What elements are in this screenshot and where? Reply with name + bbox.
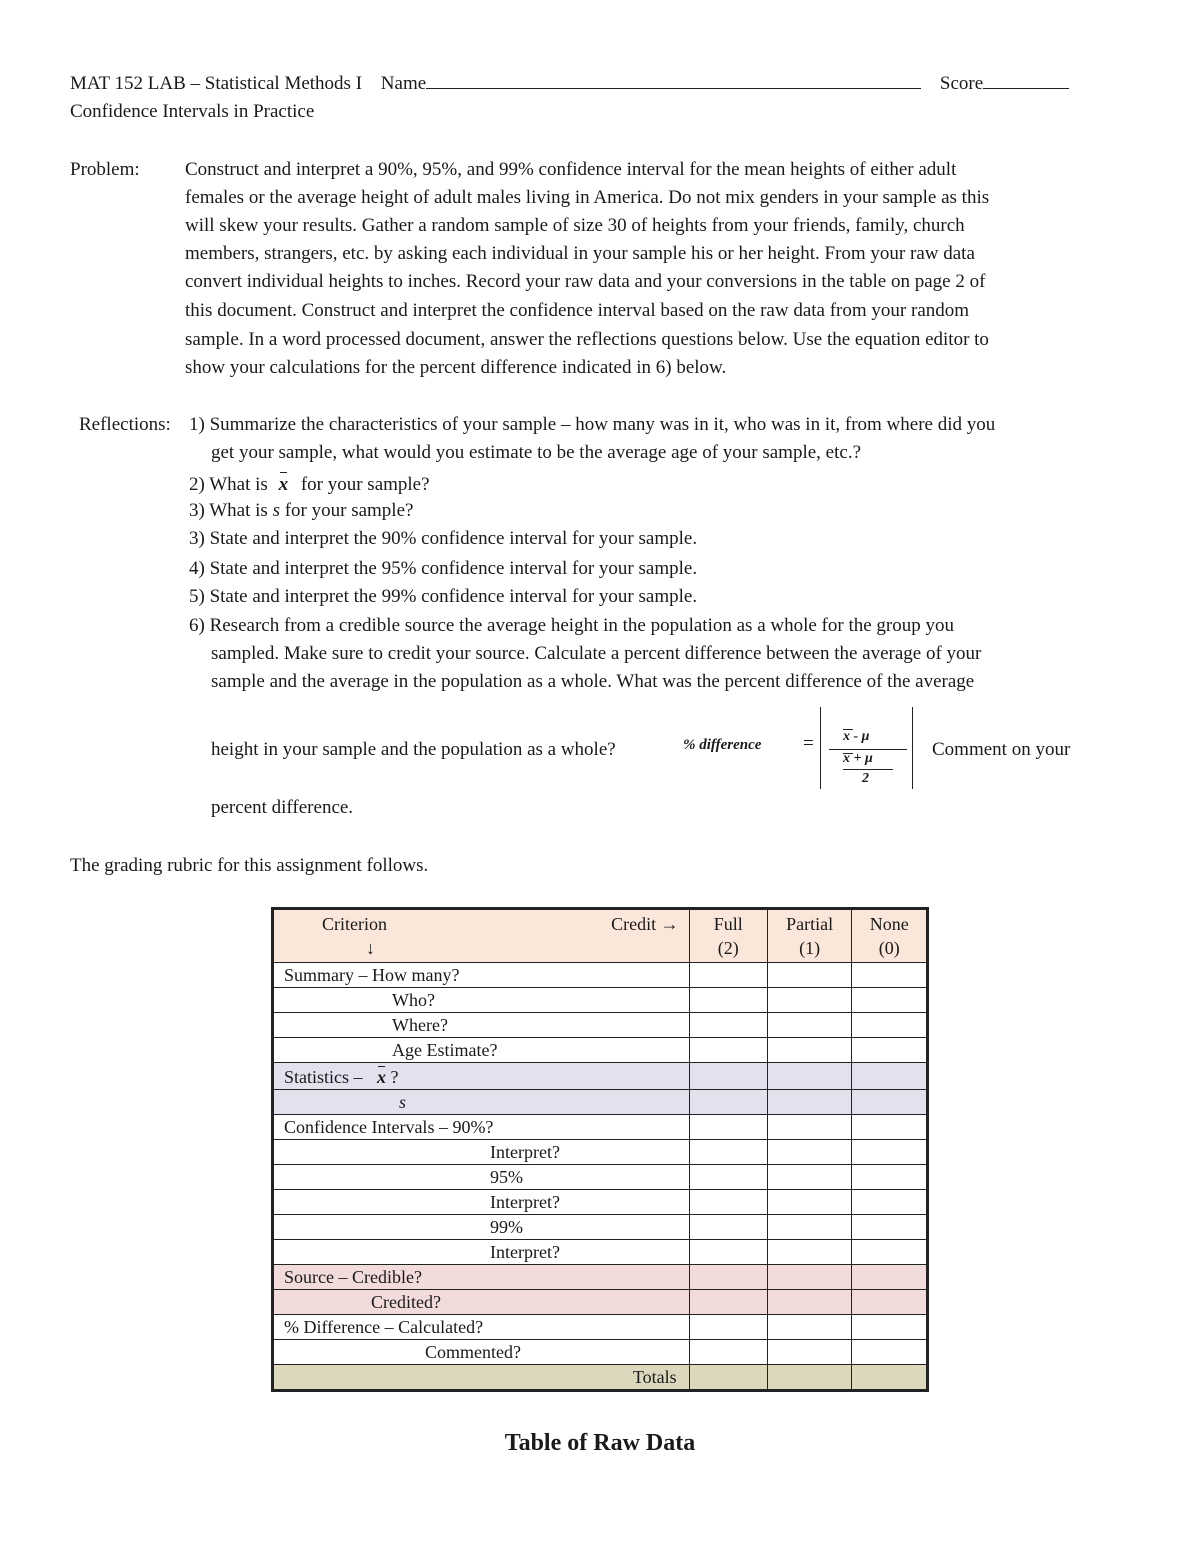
row-criterion: Age Estimate? <box>273 1038 690 1063</box>
score-field[interactable] <box>983 70 1069 89</box>
full-cell[interactable] <box>689 988 767 1013</box>
formula-equals: = <box>803 733 814 754</box>
problem-line-8: show your calculations for the percent difference indicated in 6) below. <box>185 357 727 378</box>
row-criterion: Summary – How many? <box>273 963 690 988</box>
totals-row <box>273 1365 928 1391</box>
table-row <box>273 1315 928 1340</box>
full-cell[interactable] <box>689 963 767 988</box>
fraction-line <box>829 749 907 750</box>
inner-fraction-line <box>843 769 893 770</box>
question-1b: get your sample, what would you estimate to be the average age of your sample, etc.? <box>211 442 861 463</box>
none-cell[interactable] <box>852 1290 928 1315</box>
question-1a: 1) Summarize the characteristics of your sample – how many was in it, who was in it, from where did you <box>189 414 996 435</box>
full-cell[interactable] <box>689 1340 767 1365</box>
partial-cell[interactable] <box>767 1038 852 1063</box>
problem-line-4: members, strangers, etc. by asking each individual in your sample his or her height. From your raw data <box>185 243 975 264</box>
none-cell[interactable] <box>852 1190 928 1215</box>
down-arrow-icon: ↓ <box>366 938 375 958</box>
partial-cell[interactable] <box>767 1140 852 1165</box>
none-cell[interactable] <box>852 1240 928 1265</box>
name-field[interactable] <box>426 70 921 89</box>
full-cell[interactable] <box>689 1038 767 1063</box>
none-cell[interactable] <box>852 1165 928 1190</box>
problem-line-7: sample. In a word processed document, answer the reflections questions below. Use the equation editor to <box>185 329 989 350</box>
table-row <box>273 1038 928 1063</box>
problem-line-3: will skew your results. Gather a random sample of size 30 of heights from your friends, family, church <box>185 215 965 236</box>
abs-bar-right <box>912 707 913 789</box>
course-title-line <box>70 70 1069 98</box>
problem-line-5: convert individual heights to inches. Record your raw data and your conversions in the table on page 2 of <box>185 271 986 292</box>
partial-cell[interactable] <box>767 1063 852 1090</box>
question-3-pre: 3) What is <box>189 500 268 521</box>
x-bar-symbol: x <box>279 469 289 499</box>
formula-den-bottom: 2 <box>862 771 869 786</box>
full-points: (2) <box>717 938 739 958</box>
totals-label: Totals <box>273 1365 690 1391</box>
denominator-x-bar <box>843 753 853 754</box>
full-cell[interactable] <box>689 1265 767 1290</box>
partial-cell[interactable] <box>767 1215 852 1240</box>
none-cell[interactable] <box>852 988 928 1013</box>
row-criterion: Confidence Intervals – 90%? <box>273 1115 690 1140</box>
table-row <box>273 988 928 1013</box>
formula-numerator: x - μ <box>843 729 870 744</box>
full-cell[interactable] <box>689 1165 767 1190</box>
full-cell[interactable] <box>689 1090 767 1115</box>
reflections-label: Reflections: <box>79 414 171 435</box>
table-row <box>273 1140 928 1165</box>
table-row <box>273 1190 928 1215</box>
partial-cell[interactable] <box>767 1115 852 1140</box>
row-criterion: Interpret? <box>273 1190 690 1215</box>
full-cell[interactable] <box>689 1140 767 1165</box>
partial-cell[interactable] <box>767 1090 852 1115</box>
none-label: None <box>869 914 909 934</box>
course-title: MAT 152 LAB – Statistical Methods I <box>70 73 363 94</box>
table-row <box>273 1063 928 1090</box>
full-cell[interactable] <box>689 1215 767 1240</box>
problem-line-6: this document. Construct and interpret the confidence interval based on the raw data from your random <box>185 300 970 321</box>
stat-question-mark: ? <box>390 1067 399 1087</box>
score-label: Score <box>939 73 984 94</box>
question-6d: height in your sample and the population as a whole? <box>211 739 616 760</box>
none-cell[interactable] <box>852 1038 928 1063</box>
full-cell[interactable] <box>689 1115 767 1140</box>
question-5: 5) State and interpret the 99% confidence interval for your sample. <box>189 586 698 607</box>
partial-total-cell[interactable] <box>767 1365 852 1391</box>
table-row <box>273 1240 928 1265</box>
none-header <box>852 909 928 963</box>
full-cell[interactable] <box>689 1315 767 1340</box>
partial-cell[interactable] <box>767 1290 852 1315</box>
partial-cell[interactable] <box>767 963 852 988</box>
partial-cell[interactable] <box>767 1315 852 1340</box>
table-row <box>273 1115 928 1140</box>
row-criterion: Source – Credible? <box>273 1265 690 1290</box>
question-6b: sampled. Make sure to credit your source. Calculate a percent difference between the average of your <box>211 643 982 664</box>
partial-cell[interactable] <box>767 1265 852 1290</box>
full-label: Full <box>713 914 743 934</box>
row-criterion: s <box>273 1090 690 1115</box>
raw-data-title: Table of Raw Data <box>504 1430 696 1456</box>
row-criterion: Where? <box>273 1013 690 1038</box>
s-symbol: s <box>272 500 280 521</box>
table-row <box>273 1340 928 1365</box>
question-3b: 3) State and interpret the 90% confidence interval for your sample. <box>189 528 698 549</box>
question-6e: Comment on your <box>932 739 1071 760</box>
row-criterion: Who? <box>273 988 690 1013</box>
question-6a: 6) Research from a credible source the average height in the population as a whole for the group you <box>189 615 955 636</box>
grading-rubric-table <box>271 907 929 1392</box>
partial-cell[interactable] <box>767 988 852 1013</box>
full-cell[interactable] <box>689 1240 767 1265</box>
full-cell[interactable] <box>689 1013 767 1038</box>
problem-line-1: Construct and interpret a 90%, 95%, and 99% confidence interval for the mean heights of either adult <box>185 159 957 180</box>
x-bar-symbol: x <box>377 1063 386 1089</box>
none-cell[interactable] <box>852 1215 928 1240</box>
partial-cell[interactable] <box>767 1165 852 1190</box>
question-4: 4) State and interpret the 95% confidence interval for your sample. <box>189 558 698 579</box>
partial-cell[interactable] <box>767 1340 852 1365</box>
table-row <box>273 963 928 988</box>
numerator-x-bar <box>843 729 853 730</box>
question-6f: percent difference. <box>211 797 354 818</box>
question-2 <box>189 469 430 499</box>
none-cell[interactable] <box>852 1315 928 1340</box>
credit-label: Credit → <box>611 914 679 934</box>
row-criterion-statistics <box>273 1063 690 1090</box>
question-6c: sample and the average in the population as a whole. What was the percent difference of the average <box>211 671 975 692</box>
abs-bar-left <box>820 707 821 789</box>
table-row <box>273 1290 928 1315</box>
row-criterion: Interpret? <box>273 1240 690 1265</box>
full-cell[interactable] <box>689 1290 767 1315</box>
criterion-header <box>273 909 690 963</box>
criterion-label: Criterion <box>322 914 387 934</box>
partial-label: Partial <box>786 914 834 934</box>
partial-cell[interactable] <box>767 1013 852 1038</box>
formula-den-top: x + μ <box>843 751 873 766</box>
rubric-header-row <box>273 909 928 963</box>
table-row <box>273 1265 928 1290</box>
full-cell[interactable] <box>689 1190 767 1215</box>
full-total-cell[interactable] <box>689 1365 767 1391</box>
subtitle: Confidence Intervals in Practice <box>70 101 315 122</box>
partial-cell[interactable] <box>767 1240 852 1265</box>
none-cell[interactable] <box>852 1115 928 1140</box>
row-criterion: Interpret? <box>273 1140 690 1165</box>
none-cell[interactable] <box>852 963 928 988</box>
partial-header <box>767 909 852 963</box>
rubric-intro: The grading rubric for this assignment follows. <box>70 855 429 876</box>
none-cell[interactable] <box>852 1063 928 1090</box>
table-row <box>273 1013 928 1038</box>
partial-cell[interactable] <box>767 1190 852 1215</box>
full-header <box>689 909 767 963</box>
table-row <box>273 1165 928 1190</box>
percent-difference-formula <box>683 705 915 791</box>
row-criterion: % Difference – Calculated? <box>273 1315 690 1340</box>
none-cell[interactable] <box>852 1340 928 1365</box>
row-criterion: Commented? <box>273 1340 690 1365</box>
row-criterion: 95% <box>273 1165 690 1190</box>
formula-label: % difference <box>683 737 762 753</box>
none-total-cell[interactable] <box>852 1365 928 1391</box>
row-criterion: 99% <box>273 1215 690 1240</box>
none-cell[interactable] <box>852 1265 928 1290</box>
full-cell[interactable] <box>689 1063 767 1090</box>
none-cell[interactable] <box>852 1140 928 1165</box>
problem-line-2: females or the average height of adult males living in America. Do not mix genders in your sample as this <box>185 187 990 208</box>
name-label: Name <box>380 73 427 94</box>
table-row <box>273 1215 928 1240</box>
question-2-pre: 2) What is <box>189 474 268 495</box>
row-criterion: Statistics – <box>284 1067 363 1087</box>
question-3-post: for your sample? <box>284 500 414 521</box>
partial-points: (1) <box>799 938 821 958</box>
question-3 <box>189 497 413 525</box>
question-2-post: for your sample? <box>300 474 430 495</box>
none-cell[interactable] <box>852 1013 928 1038</box>
table-row <box>273 1090 928 1115</box>
problem-label: Problem: <box>70 159 140 180</box>
row-criterion: Credited? <box>273 1290 690 1315</box>
none-points: (0) <box>878 938 900 958</box>
none-cell[interactable] <box>852 1090 928 1115</box>
